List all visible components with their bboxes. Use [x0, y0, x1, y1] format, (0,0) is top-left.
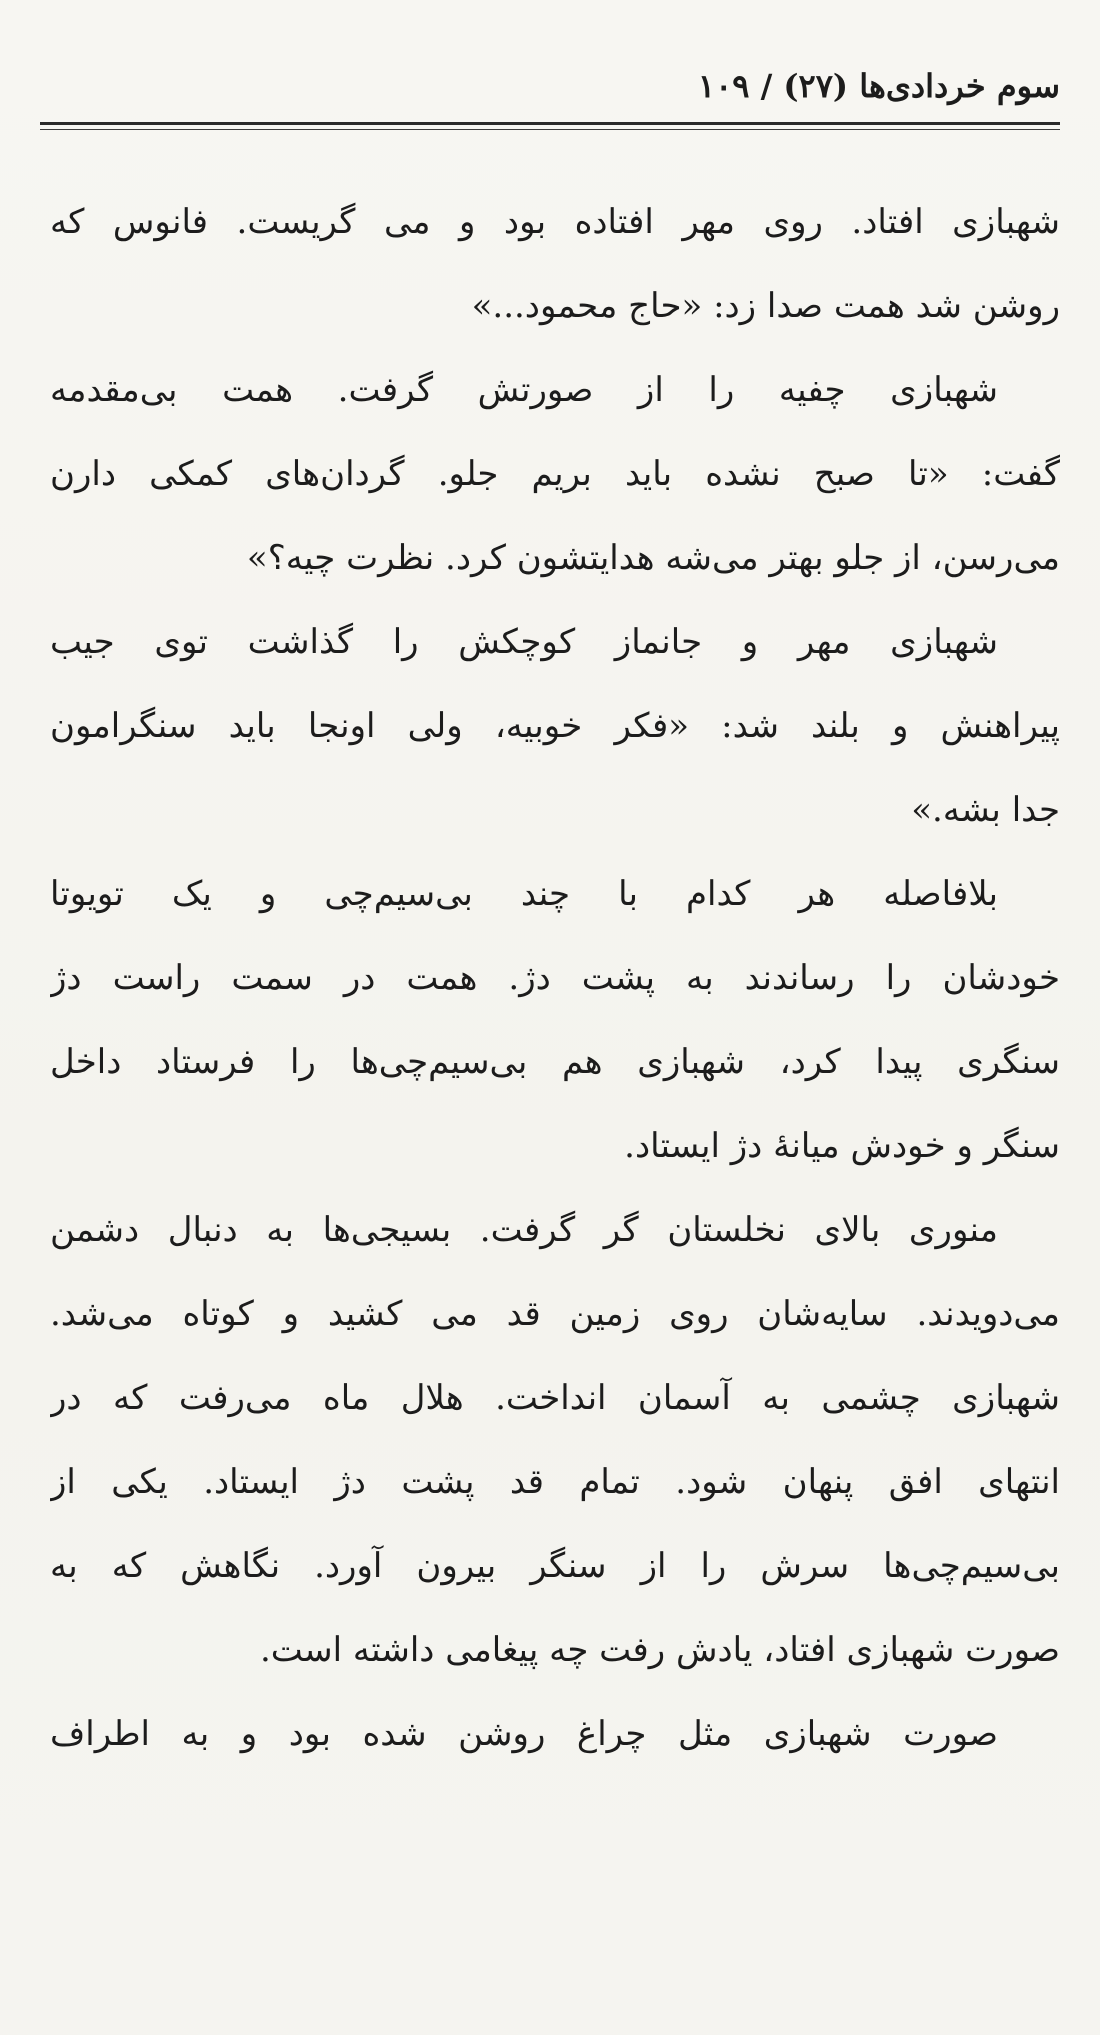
text-line: منوری بالای نخلستان گر گرفت. بسیجی‌ها به دنبال دشمن	[50, 1210, 998, 1250]
text-line: سنگر و خودش میانهٔ دژ ایستاد.	[624, 1126, 1060, 1166]
body-text	[50, 180, 1060, 1776]
text-line: پیراهنش و بلند شد: «فکر خوبیه، ولی اونجا باید سنگرامون	[50, 706, 1060, 746]
text-line: می‌رسن، از جلو بهتر می‌شه هدایتشون کرد. نظرت چیه؟»	[246, 538, 1060, 578]
text-line: انتهای افق پنهان شود. تمام قد پشت دژ ایستاد. یکی از	[50, 1462, 1060, 1502]
running-head: سوم خردادی‌ها (۲۷) / ۱۰۹	[697, 67, 1060, 105]
text-line: روشن شد همت صدا زد: «حاج محمود...»	[471, 286, 1060, 326]
text-line: بلافاصله هر کدام با چند بی‌سیم‌چی و یک تویوتا	[50, 874, 998, 914]
text-line: بی‌سیم‌چی‌ها سرش را از سنگر بیرون آورد. نگاهش که به	[50, 1546, 1060, 1586]
text-line: شهبازی چشمی به آسمان انداخت. هلال ماه می‌رفت که در	[50, 1378, 1060, 1418]
text-line: شهبازی چفیه را از صورتش گرفت. همت بی‌مقدمه	[50, 370, 998, 410]
header-rule-thick	[40, 122, 1060, 125]
text-line: می‌دویدند. سایه‌شان روی زمین قد می کشید و کوتاه می‌شد.	[50, 1294, 1060, 1334]
text-line: گفت: «تا صبح نشده باید بریم جلو. گردان‌های کمکی دارن	[50, 454, 1060, 494]
text-line: شهبازی مهر و جانماز کوچکش را گذاشت توی جیب	[50, 622, 998, 662]
text-line: شهبازی افتاد. روی مهر افتاده بود و می گریست. فانوس که	[50, 202, 1060, 242]
text-line: جدا بشه.»	[911, 790, 1060, 830]
text-line: سنگری پیدا کرد، شهبازی هم بی‌سیم‌چی‌ها را فرستاد داخل	[50, 1042, 1060, 1082]
header-rule-thin	[40, 129, 1060, 130]
text-line: صورت شهبازی مثل چراغ روشن شده بود و به اطراف	[50, 1714, 998, 1754]
text-line: خودشان را رساندند به پشت دژ. همت در سمت راست دژ	[50, 958, 1060, 998]
text-line: صورت شهبازی افتاد، یادش رفت چه پیغامی داشته است.	[259, 1630, 1060, 1670]
